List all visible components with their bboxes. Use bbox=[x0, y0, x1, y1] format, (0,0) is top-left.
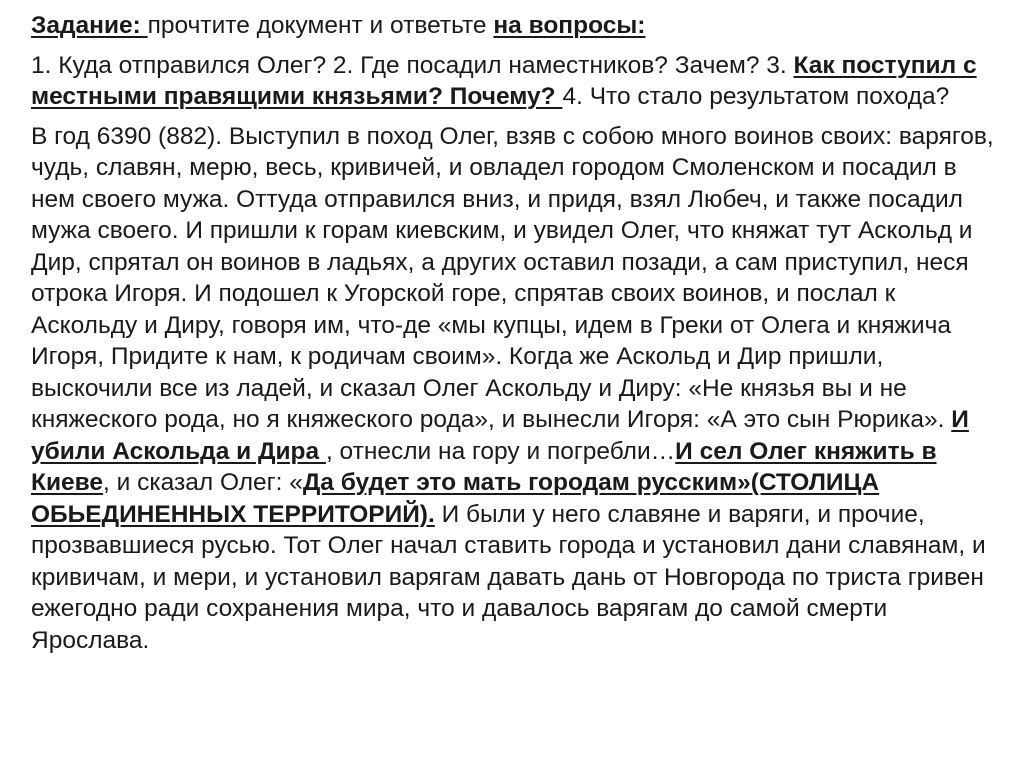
questions-text-2: 4. Что стало результатом похода? bbox=[562, 83, 950, 110]
chronicle-killed: И убили Аскольда и Дира bbox=[31, 406, 969, 465]
chronicle-buried: , отнесли на гору и погребли… bbox=[325, 437, 676, 465]
task-text: прочтите документ и ответьте bbox=[147, 12, 494, 39]
chronicle-said: , и сказал Олег: « bbox=[103, 469, 303, 496]
task-label: Задание: bbox=[31, 12, 148, 39]
chronicle-outro: И были у него славяне и варяги, и прочие, прозвавшиеся русью. Тот Олег начал ставить города и установил дани славянам, и кривичам, и мери, и установил варягам давать дань от Новгорода по триста гривен ежегодно ради сохранения мира, что и давалось варягам до самой смерти Ярослава. bbox=[31, 500, 986, 654]
chronicle-mother-city: Да будет это мать городам русским»(СТОЛИЦА ОБЬЕДИНЕННЫХ ТЕРРИТОРИЙ). bbox=[31, 469, 880, 528]
questions-text-1: 1. Куда отправился Олег? 2. Где посадил наместников? Зачем? 3. bbox=[31, 51, 794, 79]
task-emphasis: на вопросы: bbox=[493, 12, 646, 39]
slide-content bbox=[31, 10, 997, 664]
questions-emphasis: Как поступил с местными правящими князьями? Почему? bbox=[31, 51, 977, 110]
questions-paragraph bbox=[31, 50, 997, 113]
chronicle-intro: В год 6390 (882). Выступил в поход Олег, взяв с собою много воинов своих: варягов, чудь, славян, мерю, весь, кривичей, и овладел городом Смоленском и посадил в нем своего мужа. Оттуда отправился вниз, и придя, взял Любеч, и также посадил мужа своего. И пришли к горам киевским, и увидел Олег, что княжат тут Аскольд и Дир, спрятал он воинов в ладьях, а других оставил позади, а сам приступил, неся отрока Игоря. И подошел к Угорской горе, спрятав своих воинов, и послал к Аскольду и Диру, говоря им, что-де «мы купцы, идем в Греки от Олега и княжича Игоря, Придите к нам, к родичам своим». Когда же Аскольд и Дир пришли, выскочили все из ладей, и сказал Олег Аскольду и Диру: «Не князья вы и не княжеского рода, но я княжеского рода», и вынесли Игоря: «А это сын Рюрика». bbox=[31, 122, 994, 433]
chronicle-reign: И сел Олег княжить в Киеве bbox=[31, 437, 937, 496]
chronicle-paragraph bbox=[31, 121, 997, 657]
task-line bbox=[31, 10, 997, 42]
